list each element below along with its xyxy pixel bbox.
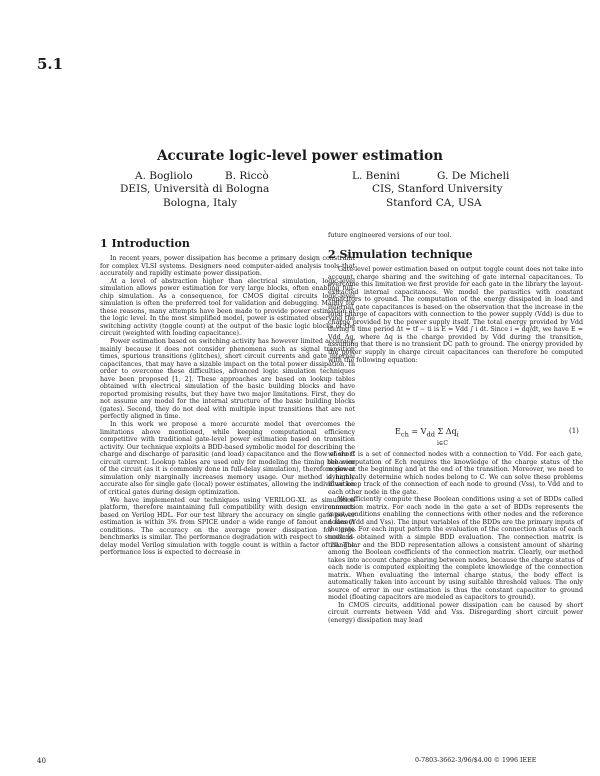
intro-continuation: future engineered versions of our tool. xyxy=(328,232,452,239)
author-benini: L. Benini xyxy=(352,170,400,182)
paper-title: Accurate logic-level power estimation xyxy=(157,148,443,164)
equation-lhs-subscript: ch xyxy=(400,430,409,439)
page-number: 40 xyxy=(37,757,46,765)
equation-rhs: = V xyxy=(408,427,427,436)
intro-paragraph-3: Power estimation based on switching activity has however limited accuracy, mainly because it does not consider phenomena such as signal transition times, spurious transitions (glitches), short circuit currents and gate internal capacitances, that may have a sizable impact on the total power dissipation. In order to overcome these difficulties, advanced logic simulation techniques have been proposed [1, 2]. These approaches are based on lookup tables obtained with electrical simulation of the basic building blocks and have reported promising results, but they have two major limitations. First, they do not assume any model for the internal structure of the basic building blocks (gates). Second, they do not deal with multiple input transitions that are not perfectly aligned in time. xyxy=(100,338,355,421)
intro-paragraph-1: In recent years, power dissipation has become a primary design constraint for complex VLSI systems. Designers need computer-aided analysis tools that accurately and rapidly estimate power dissipation. xyxy=(100,255,355,278)
equation-summation-index: i∈C xyxy=(437,440,448,447)
equation-rhs-subscript: dd xyxy=(426,430,435,439)
intro-paragraph-4: In this work we propose a more accurate model that overcomes the limitations above mentioned, while keeping computational efficiency competitive with traditional gate-level power estimation based on transition activity. Our technique exploits a BDD-based symbolic model for describing the charge and discharge of parasitic (and load) capacitance and the flow of short circuit current. Lookup tables are used only for modeling the timing behavior of the circuit (as it is commonly done in full-delay simulation), therefore power simulation only marginally increases memory usage. Our method is highly accurate also for single gate (local) power estimates, allowing the individuation of critical gates during design optimization. xyxy=(100,421,355,496)
author-de-micheli: G. De Micheli xyxy=(437,170,510,182)
affiliation-cis: CIS, Stanford University xyxy=(372,183,503,195)
simulation-column-a xyxy=(328,266,583,364)
simulation-column-b xyxy=(328,451,583,625)
equation-sum-subscript: i xyxy=(456,430,459,439)
introduction-column xyxy=(100,255,355,557)
equation-lhs: E xyxy=(395,427,401,436)
equation-sum: Σ Δq xyxy=(434,427,457,436)
author-ricco: B. Riccò xyxy=(225,170,269,182)
simulation-paragraph-2: where C is a set of connected nodes with a connection to Vdd. For each gate, the computation of Ech requires the knowledge of the charge status of the nodes at the beginning and at the end of the transition. Moreover, we need to dynamically determine which nodes belong to C. We can solve these problems if we keep track of the connection of each node to ground (Vss), to Vdd and to each other node in the gate. xyxy=(328,451,583,496)
affiliation-deis: DEIS, Università di Bologna xyxy=(120,183,270,195)
equation-number: (1) xyxy=(569,427,579,435)
simulation-paragraph-3: We efficiently compute these Boolean conditions using a set of BDDs called connection matrix. For each node in the gate a set of BDDs represents the input conditions enabling the connections with other nodes and the reference nodes (Vdd and Vss). The input variables of the BDDs are the primary inputs of the gate. For each input pattern the evaluation of the connection status of each node is obtained with a simple BDD evaluation. The connection matrix is triangular and the BDD representation allows a consistent amount of sharing among the Boolean coefficients of the connection matrix. Clearly, our method takes into account charge sharing between nodes, because the charge status of each node is computed exploiting the complete knowledge of the connection matrix. When evaluating the internal charge status, the body effect is automatically taken into account by using suitable threshold values. The only source of error in our estimation is thus the constant capacitor to ground model (floating capacitors are modeled as capacitors to ground). xyxy=(328,496,583,602)
session-number: 5.1 xyxy=(37,55,64,73)
section-heading-introduction: 1 Introduction xyxy=(100,237,190,250)
intro-paragraph-5: We have implemented our techniques using VERILOG-XL as simulation platform, therefore maintaining full compatibility with design environments based on Verilog HDL. For our test library the accuracy on single gate power estimation is within 3% from SPICE under a wide range of fanout and fanout conditions. The accuracy on the average power dissipation for large benchmarks is similar. The performance degradation with respect to standard-delay model Verilog simulation with toggle count is within a factor of 20. The performance loss is expected to decrease in xyxy=(100,496,355,557)
section-heading-simulation: 2 Simulation technique xyxy=(328,248,473,261)
copyright-line: 0-7803-3662-3/96/$4.00 © 1996 IEEE xyxy=(415,757,537,764)
simulation-paragraph-1: Gate-level power estimation based on output toggle count does not take into account charge sharing and the switching of gate internal capacitances. To overcome this limitation we first provide for each gate in the library the layout-extracted internal capacitances. We model the parasitics with constant capacitors to ground. The computation of the energy dissipated in load and internal gate capacitances is based on the observation that the increase in the total charge of capacitors with connection to the power supply (Vdd) is due to charge provided by the power supply itself. The total energy provided by Vdd during a time period Δt = tf − ti is E = Vdd ∫ i dt. Since i = dq/dt, we have E = Vdd Δq, where Δq is the charge provided by Vdd during the transition, assuming that there is no transient DC path to ground. The energy provided by the power supply in charge circuit capacitances can therefore be computed with the following equation: xyxy=(328,266,583,364)
author-bogliolo: A. Bogliolo xyxy=(135,170,193,182)
intro-paragraph-2: At a level of abstraction higher than electrical simulation, logic-level simulation allows power estimation for very large blocks, often enabling full-chip simulation. As a consequence, for CMOS digital circuits logic-level simulation is often the preferred tool for validation and debugging. Mainly for these reasons, many attempts have been made to provide power estimation at the logic level. In the most simplified model, power is estimated observing the switching activity (toggle count) at the output of the basic logic blocks of the circuit (weighted with loading capacitance). xyxy=(100,277,355,338)
right-column-top xyxy=(328,232,583,240)
simulation-paragraph-4: In CMOS circuits, additional power dissipation can be caused by short circuit currents between Vdd and Vss. Disregarding short circuit power (energy) dissipation may lead xyxy=(328,601,583,625)
city-stanford: Stanford CA, USA xyxy=(386,197,482,209)
city-bologna: Bologna, Italy xyxy=(163,197,238,209)
equation-1 xyxy=(395,427,459,439)
